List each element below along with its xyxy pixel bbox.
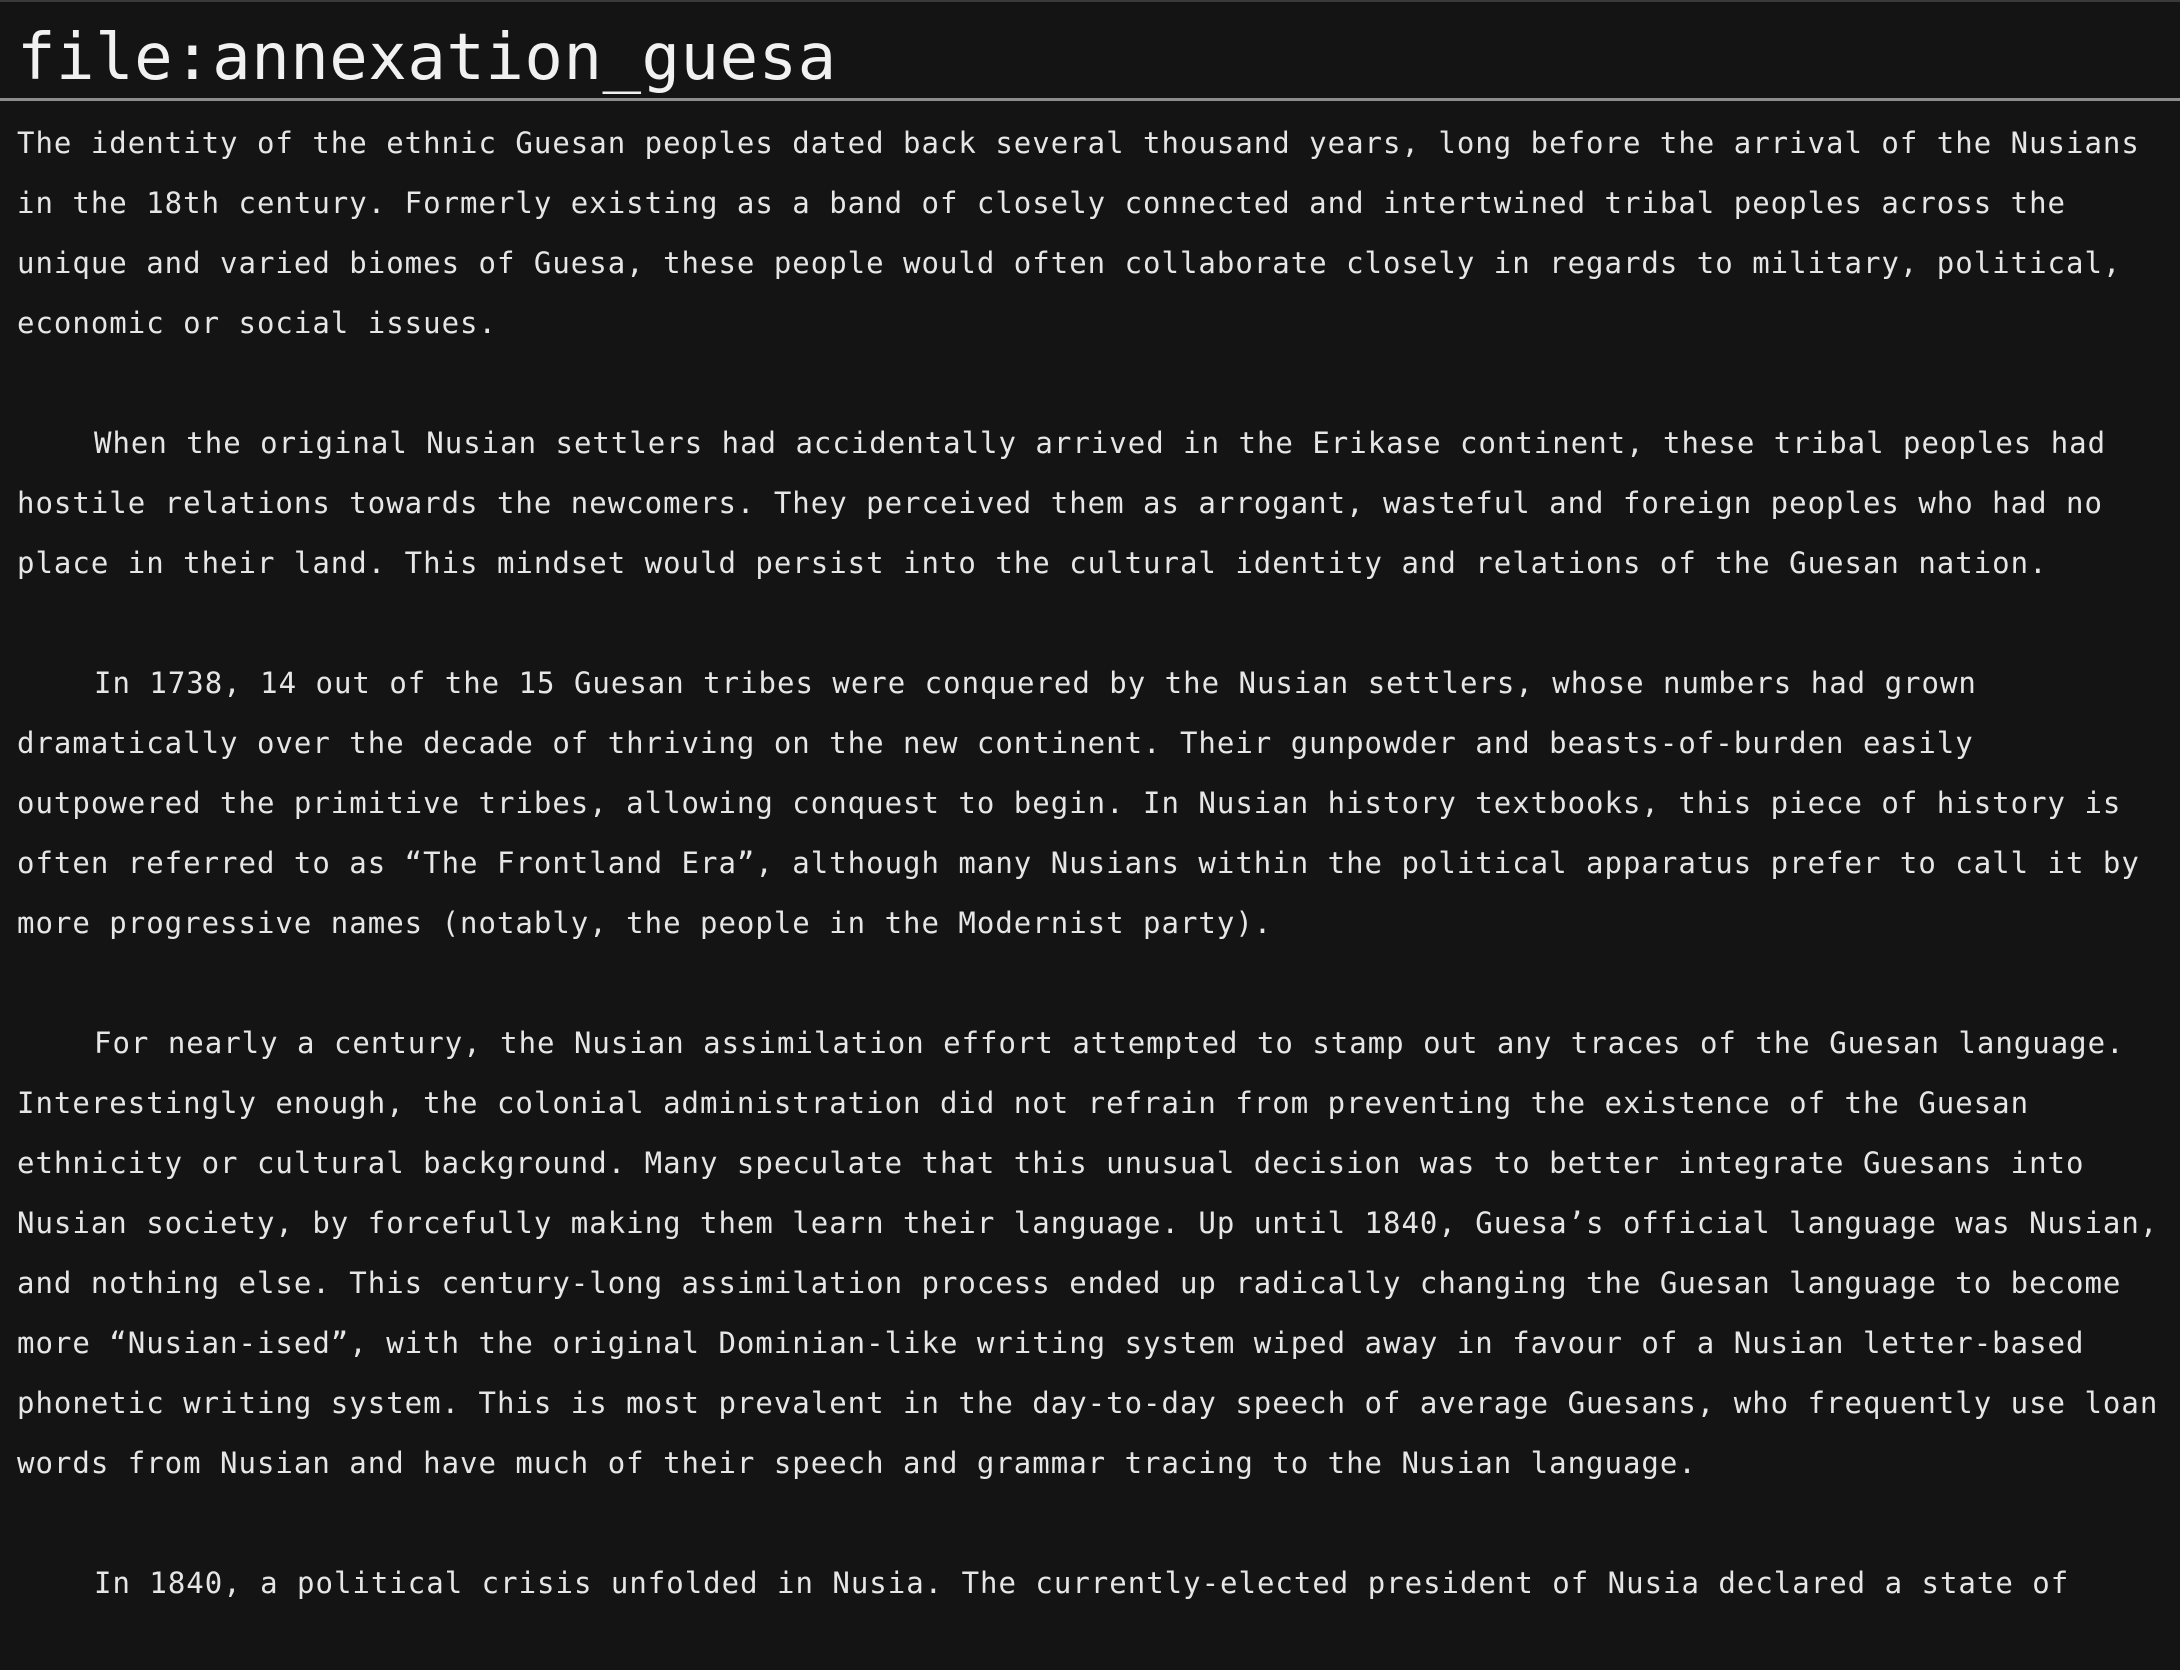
document-body <box>17 113 2167 1670</box>
paragraph-crisis: In 1840, a political crisis unfolded in Nusia. The currently-elected president of Nusia declared a state of <box>94 1566 2070 1600</box>
paragraph-conquest: In 1738, 14 out of the 15 Guesan tribes were conquered by the Nusian settlers, whose numbers had grown dramatically over the decade of thriving on the new continent. Their gunpowder and beasts-of-burden easily outpowered the primitive tribes, allowing conquest to begin. In Nusian history textbooks, this piece of history is often referred to as “The Frontland Era”, although many Nusians within the political apparatus prefer to call it by more progressive names (notably, the people in the Modernist party). <box>17 666 2140 940</box>
paragraph-intro: The identity of the ethnic Guesan peoples dated back several thousand years, long before the arrival of the Nusians in the 18th century. Formerly existing as a band of closely connected and intertwined tribal peoples across the unique and varied biomes of Guesa, these people would often collaborate closely in regards to military, political, economic or social issues. <box>17 126 2140 340</box>
page-title: file:annexation_guesa <box>17 21 837 95</box>
title-bar <box>0 0 2180 101</box>
paragraph-assimilation: For nearly a century, the Nusian assimilation effort attempted to stamp out any traces of the Guesan language. Interestingly enough, the colonial administration did not refrain from preventing the existence of the Guesan ethnicity or cultural background. Many speculate that this unusual decision was to better integrate Guesans into Nusian society, by forcefully making them learn their language. Up until 1840, Guesa’s official language was Nusian, and nothing else. This century-long assimilation process ended up radically changing the Guesan language to become more “Nusian-ised”, with the original Dominian-like writing system wiped away in favour of a Nusian letter-based phonetic writing system. This is most prevalent in the day-to-day speech of average Guesans, who frequently use loan words from Nusian and have much of their speech and grammar tracing to the Nusian language. <box>17 1026 2159 1480</box>
paragraph-settlers: When the original Nusian settlers had accidentally arrived in the Erikase continent, these tribal peoples had hostile relations towards the newcomers. They perceived them as arrogant, wasteful and foreign peoples who had no place in their land. This mindset would persist into the cultural identity and relations of the Guesan nation. <box>17 426 2107 580</box>
